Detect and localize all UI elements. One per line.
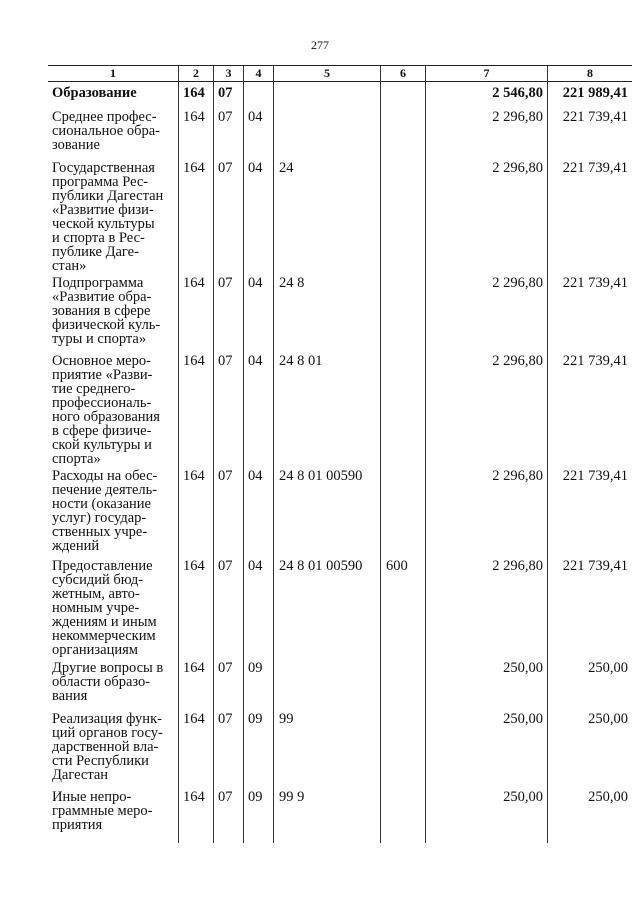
cell-expense-type bbox=[380, 657, 425, 708]
cell-subsection bbox=[243, 82, 273, 106]
cell-subsection: 09 bbox=[243, 657, 273, 708]
cell-amount-2: 221 989,41 bbox=[547, 82, 632, 106]
cell-expense-type bbox=[380, 106, 425, 157]
cell-amount-1: 2 546,80 bbox=[425, 82, 547, 106]
cell-amount-2: 221 739,41 bbox=[547, 555, 632, 657]
table-row bbox=[48, 272, 632, 350]
header-cell: 2 bbox=[178, 66, 213, 81]
cell-target: 24 8 01 00590 bbox=[273, 465, 380, 555]
cell-amount-2: 221 739,41 bbox=[547, 350, 632, 466]
cell-amount-1: 2 296,80 bbox=[425, 465, 547, 555]
header-cell: 8 bbox=[547, 66, 632, 81]
cell-subsection: 04 bbox=[243, 350, 273, 466]
table-row bbox=[48, 350, 632, 465]
table-row bbox=[48, 708, 632, 786]
cell-section: 07 bbox=[213, 106, 243, 157]
table-row bbox=[48, 465, 632, 555]
cell-ministry: 164 bbox=[178, 350, 213, 466]
row-name: Образование bbox=[52, 85, 137, 101]
cell-target bbox=[273, 657, 380, 708]
cell-expense-type bbox=[380, 82, 425, 106]
cell-target: 99 9 bbox=[273, 786, 380, 843]
cell-amount-2: 221 739,41 bbox=[547, 272, 632, 350]
table-row bbox=[48, 157, 632, 272]
cell-target: 24 8 01 bbox=[273, 350, 380, 466]
cell-ministry: 164 bbox=[178, 82, 213, 106]
cell-section: 07 bbox=[213, 272, 243, 350]
row-name: Предоставление субсидий бюд- жетным, авто- номным учре- ждениям и иным некоммерческим организациям bbox=[52, 558, 157, 658]
cell-amount-2: 221 739,41 bbox=[547, 465, 632, 555]
cell-subsection: 04 bbox=[243, 106, 273, 157]
cell-expense-type: 600 bbox=[380, 555, 425, 657]
cell-amount-2: 250,00 bbox=[547, 657, 632, 708]
cell-subsection: 04 bbox=[243, 465, 273, 555]
cell-expense-type bbox=[380, 465, 425, 555]
header-cell: 1 bbox=[110, 66, 116, 80]
cell-ministry: 164 bbox=[178, 272, 213, 350]
cell-ministry: 164 bbox=[178, 555, 213, 657]
row-name: Подпрограмма «Развитие обра- зования в сфере физической куль- туры и спорта» bbox=[52, 275, 161, 347]
header-cell: 3 bbox=[213, 66, 243, 81]
table-row bbox=[48, 106, 632, 157]
cell-target bbox=[273, 106, 380, 157]
cell-ministry: 164 bbox=[178, 106, 213, 157]
cell-section: 07 bbox=[213, 555, 243, 657]
page-number: 277 bbox=[311, 38, 329, 52]
cell-target: 24 bbox=[273, 157, 380, 273]
table-row bbox=[48, 657, 632, 708]
cell-expense-type bbox=[380, 786, 425, 843]
cell-target: 24 8 01 00590 bbox=[273, 555, 380, 657]
cell-target: 24 8 bbox=[273, 272, 380, 350]
row-name: Реализация функ- ций органов госу- дарственной вла- сти Республики Дагестан bbox=[52, 711, 163, 783]
row-name: Расходы на обес- печение деятель- ности (оказание услуг) государ- ственных учре- ждений bbox=[52, 468, 158, 554]
cell-ministry: 164 bbox=[178, 465, 213, 555]
cell-ministry: 164 bbox=[178, 786, 213, 843]
cell-amount-1: 2 296,80 bbox=[425, 157, 547, 273]
cell-amount-1: 2 296,80 bbox=[425, 106, 547, 157]
cell-section: 07 bbox=[213, 657, 243, 708]
cell-amount-1: 2 296,80 bbox=[425, 272, 547, 350]
cell-expense-type bbox=[380, 350, 425, 466]
cell-subsection: 09 bbox=[243, 786, 273, 843]
header-cell: 7 bbox=[425, 66, 547, 81]
cell-section: 07 bbox=[213, 708, 243, 786]
cell-target bbox=[273, 82, 380, 106]
cell-amount-1: 2 296,80 bbox=[425, 350, 547, 466]
row-name: Иные непро- граммные меро- приятия bbox=[52, 789, 153, 833]
cell-section: 07 bbox=[213, 82, 243, 106]
cell-ministry: 164 bbox=[178, 157, 213, 273]
header-cell: 5 bbox=[273, 66, 380, 81]
cell-subsection: 04 bbox=[243, 555, 273, 657]
table-header bbox=[48, 65, 632, 82]
row-name: Среднее профес- сиональное обра- зование bbox=[52, 109, 161, 153]
cell-amount-1: 250,00 bbox=[425, 786, 547, 843]
cell-section: 07 bbox=[213, 157, 243, 273]
table-row bbox=[48, 555, 632, 657]
cell-subsection: 04 bbox=[243, 157, 273, 273]
cell-section: 07 bbox=[213, 786, 243, 843]
cell-amount-2: 250,00 bbox=[547, 708, 632, 786]
header-cell: 4 bbox=[243, 66, 273, 81]
cell-subsection: 04 bbox=[243, 272, 273, 350]
cell-expense-type bbox=[380, 157, 425, 273]
table-row bbox=[48, 786, 632, 843]
cell-subsection: 09 bbox=[243, 708, 273, 786]
cell-section: 07 bbox=[213, 465, 243, 555]
budget-table bbox=[48, 65, 632, 843]
cell-ministry: 164 bbox=[178, 657, 213, 708]
row-name: Основное меро- приятие «Разви- тие среднего- профессиональ- ного образования в сфере физиче- ской культуры и спорта» bbox=[52, 353, 160, 467]
cell-section: 07 bbox=[213, 350, 243, 466]
cell-expense-type bbox=[380, 272, 425, 350]
cell-amount-2: 221 739,41 bbox=[547, 106, 632, 157]
row-name: Государственная программа Рес- публики Дагестан «Развитие физи- ческой культуры и спорта в Рес- публике Даге- стан» bbox=[52, 160, 164, 274]
row-name: Другие вопросы в области образо- вания bbox=[52, 660, 164, 704]
cell-target: 99 bbox=[273, 708, 380, 786]
header-cell: 6 bbox=[380, 66, 425, 81]
cell-amount-1: 2 296,80 bbox=[425, 555, 547, 657]
cell-amount-2: 221 739,41 bbox=[547, 157, 632, 273]
cell-expense-type bbox=[380, 708, 425, 786]
table-row bbox=[48, 82, 632, 106]
cell-amount-1: 250,00 bbox=[425, 708, 547, 786]
cell-amount-2: 250,00 bbox=[547, 786, 632, 843]
cell-ministry: 164 bbox=[178, 708, 213, 786]
cell-amount-1: 250,00 bbox=[425, 657, 547, 708]
